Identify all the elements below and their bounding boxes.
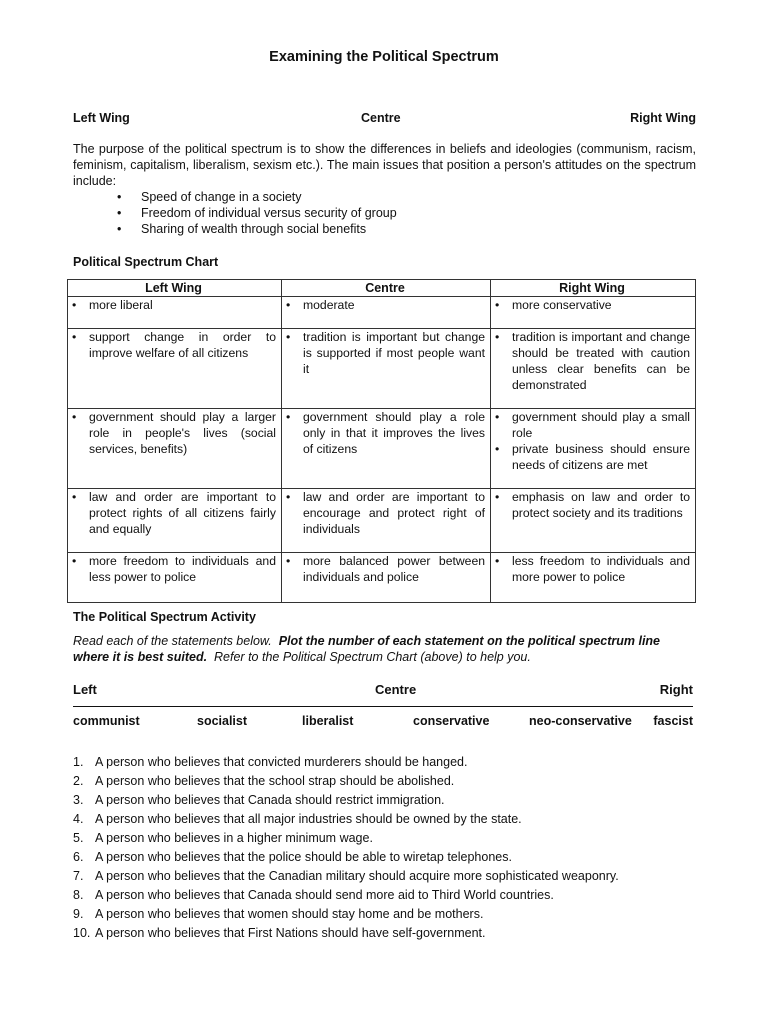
statement-text: A person who believes that the Canadian military should acquire more sophisticated weaponry. (95, 869, 619, 883)
statement-number: 4. (73, 812, 84, 826)
column-header: Left Wing (68, 280, 282, 297)
statement-number: 9. (73, 907, 84, 921)
table-cell (282, 297, 491, 329)
cell-bullet: • law and order are important to protect rights of all citizens fairly and equally (71, 489, 276, 537)
table-cell (491, 489, 696, 553)
list-item: • Sharing of wealth through social benefits (73, 221, 696, 237)
list-item (73, 810, 713, 829)
list-item (73, 772, 713, 791)
cell-bullet: • moderate (285, 297, 485, 313)
statement-text: A person who believes that the school strap should be abolished. (95, 774, 455, 788)
list-item (73, 924, 713, 943)
statement-number: 5. (73, 831, 84, 845)
table-row (68, 553, 696, 603)
table-cell (491, 553, 696, 603)
activity-instructions (73, 633, 696, 665)
table-row (68, 489, 696, 553)
table-row (68, 297, 696, 329)
statement-number: 2. (73, 774, 84, 788)
cell-bullet: • tradition is important and change should be treated with caution unless clear benefits can be demonstrated (494, 329, 690, 393)
header-right: Right Wing (630, 111, 696, 125)
table-cell (282, 409, 491, 489)
statement-number: 3. (73, 793, 84, 807)
table-cell (491, 409, 696, 489)
table-cell (68, 329, 282, 409)
cell-bullet: • more freedom to individuals and less power to police (71, 553, 276, 585)
table-cell (282, 489, 491, 553)
table-cell (68, 297, 282, 329)
cell-bullet: • more conservative (494, 297, 690, 313)
list-item (73, 905, 713, 924)
ideology-label: socialist (197, 714, 248, 728)
table-cell (282, 329, 491, 409)
statement-text: A person who believes that women should stay home and be mothers. (95, 907, 484, 921)
table-cell (68, 489, 282, 553)
cell-bullet: • more liberal (71, 297, 276, 313)
list-item: • Speed of change in a society (73, 189, 696, 205)
statement-number: 7. (73, 869, 84, 883)
statements-list (73, 753, 713, 943)
list-item (73, 886, 713, 905)
line-label-right: Right (659, 682, 693, 697)
cell-bullet: • tradition is important but change is supported if most people want it (285, 329, 485, 377)
statement-number: 10. (73, 926, 91, 940)
ideology-label: communist (73, 714, 140, 728)
ideology-label: neo-conservative (529, 714, 632, 728)
cell-bullet: • emphasis on law and order to protect society and its traditions (494, 489, 690, 521)
spectrum-line[interactable] (73, 706, 693, 707)
table-cell (68, 553, 282, 603)
cell-bullet: • law and order are important to encourage and protect right of individuals (285, 489, 485, 537)
statement-number: 6. (73, 850, 84, 864)
line-label-centre: Centre (375, 682, 417, 697)
intro-paragraph: The purpose of the political spectrum is to show the differences in beliefs and ideologies (communism, racism, feminism, capitalism, liberalism, sexism etc.). The main issues that position a person's attitudes on the spectrum include: (73, 142, 696, 188)
ideology-label: fascist (653, 714, 693, 728)
cell-bullet: • less freedom to individuals and more power to police (494, 553, 690, 585)
list-item (73, 867, 713, 886)
statement-text: A person who believes that Canada should send more aid to Third World countries. (95, 888, 554, 902)
table-header-row (68, 280, 696, 297)
column-header: Right Wing (491, 280, 696, 297)
statement-text: A person who believes that Canada should restrict immigration. (95, 793, 445, 807)
cell-bullet: • government should play a role only in that it improves the lives of citizens (285, 409, 485, 457)
header-centre: Centre (361, 111, 401, 125)
statement-text: A person who believes that all major industries should be owned by the state. (95, 812, 522, 826)
table-row (68, 409, 696, 489)
header-left: Left Wing (73, 111, 130, 125)
cell-bullet: • support change in order to improve welfare of all citizens (71, 329, 276, 361)
column-header: Centre (282, 280, 491, 297)
chart-title: Political Spectrum Chart (73, 255, 219, 269)
cell-bullet: • more balanced power between individuals and police (285, 553, 485, 585)
list-item (73, 848, 713, 867)
statement-text: A person who believes in a higher minimum wage. (95, 831, 373, 845)
table-cell (282, 553, 491, 603)
issues-list (73, 189, 696, 237)
statement-number: 1. (73, 755, 84, 769)
cell-bullet: • government should play a small role (494, 409, 690, 441)
ideology-label: conservative (413, 714, 490, 728)
list-item (73, 791, 713, 810)
line-label-left: Left (73, 682, 97, 697)
political-spectrum-chart (67, 279, 696, 603)
instruction-plot: Plot the number of each statement on the political spectrum line where it is best suited. (73, 634, 661, 664)
table-row (68, 329, 696, 409)
cell-bullet: • private business should ensure needs of citizens are met (494, 441, 690, 473)
list-item: • Freedom of individual versus security of group (73, 205, 696, 221)
intro-section (73, 141, 696, 237)
page-title: Examining the Political Spectrum (269, 49, 499, 65)
instruction-read: Read each of the statements below. (73, 634, 272, 648)
cell-bullet: • government should play a larger role in people's lives (social services, benefits) (71, 409, 276, 457)
instruction-refer: Refer to the Political Spectrum Chart (above) to help you. (214, 650, 531, 664)
statement-text: A person who believes that the police should be able to wiretap telephones. (95, 850, 512, 864)
activity-title: The Political Spectrum Activity (73, 610, 256, 624)
statement-text: A person who believes that convicted murderers should be hanged. (95, 755, 468, 769)
table-cell (491, 329, 696, 409)
table-cell (491, 297, 696, 329)
list-item (73, 753, 713, 772)
statement-number: 8. (73, 888, 84, 902)
table-cell (68, 409, 282, 489)
statement-text: A person who believes that First Nations should have self-government. (95, 926, 486, 940)
list-item (73, 829, 713, 848)
ideology-label: liberalist (302, 714, 354, 728)
